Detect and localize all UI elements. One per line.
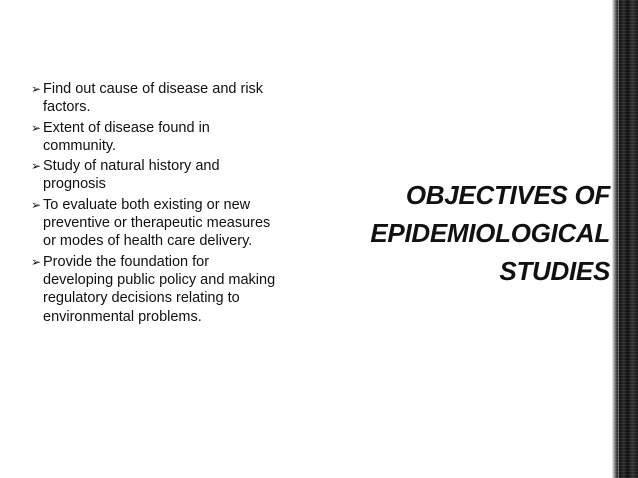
bullet-text: Study of natural history and prognosis	[43, 158, 220, 193]
list-item	[33, 196, 283, 251]
bullet-text: To evaluate both existing or new preventive or therapeutic measures or modes of health care delivery.	[43, 196, 271, 250]
bullet-text: Provide the foundation for developing public policy and making regulatory decisions relating to environmental problems.	[43, 253, 276, 325]
list-item	[33, 119, 283, 156]
arrow-bullet-icon: ➢	[31, 82, 42, 96]
list-item	[33, 157, 283, 194]
bullet-text: Find out cause of disease and risk factors.	[43, 81, 264, 116]
bullet-text: Extent of disease found in community.	[43, 119, 210, 154]
list-item	[33, 80, 283, 117]
slide-title	[350, 176, 610, 290]
arrow-bullet-icon: ➢	[31, 120, 42, 135]
list-item	[33, 253, 283, 326]
arrow-bullet-icon: ➢	[31, 197, 42, 212]
arrow-bullet-icon: ➢	[31, 159, 42, 174]
objectives-list	[33, 80, 283, 328]
decorative-edge-strip	[612, 0, 638, 478]
title-line: OBJECTIVES OF	[405, 180, 610, 210]
arrow-bullet-icon: ➢	[31, 254, 42, 269]
title-line: STUDIES	[499, 256, 610, 286]
title-line: EPIDEMIOLOGICAL	[370, 218, 610, 248]
